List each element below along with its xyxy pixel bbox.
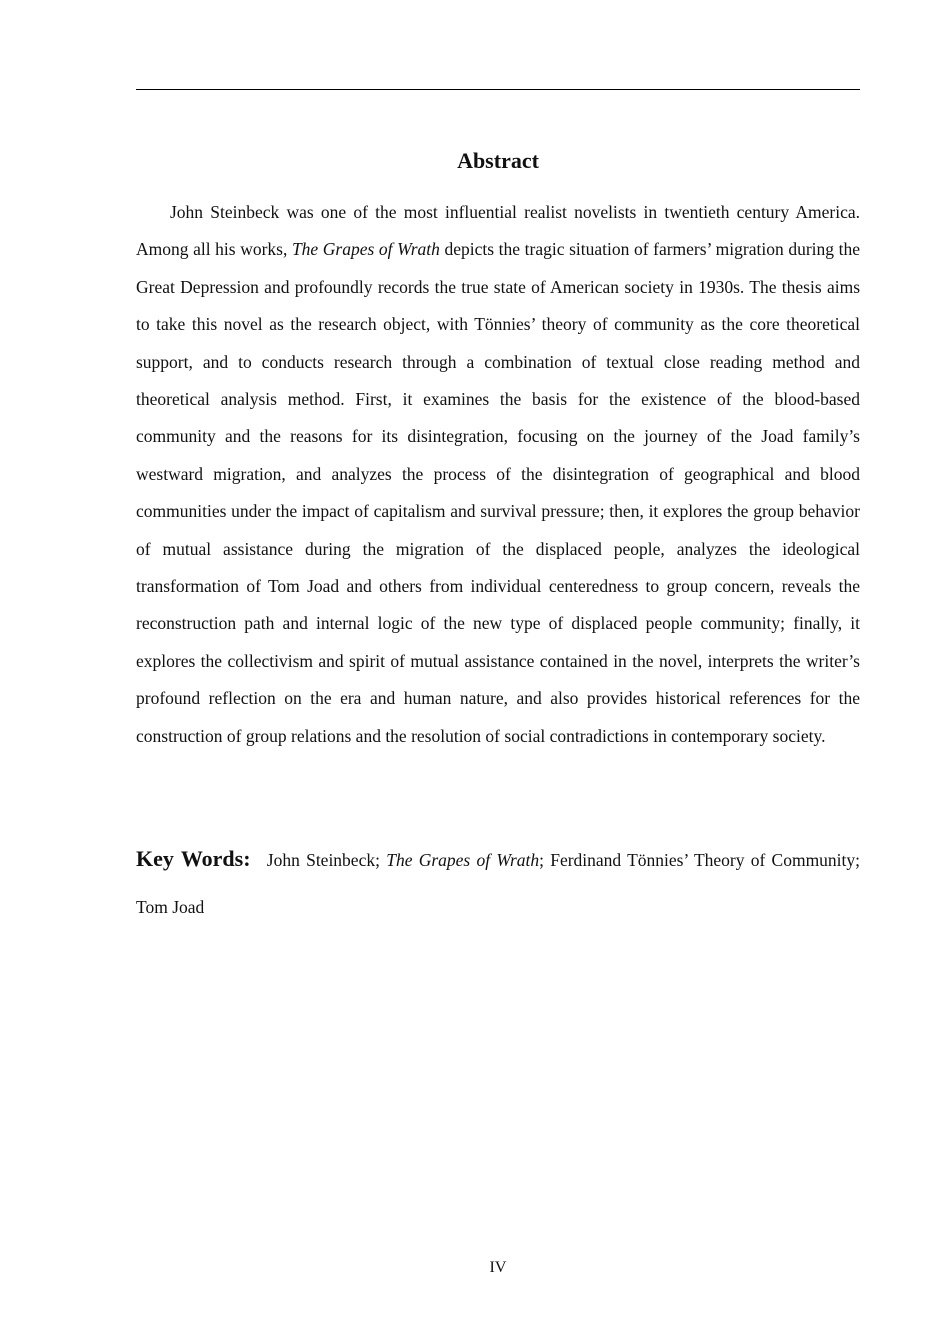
keywords bbox=[136, 835, 860, 931]
novel-title: The Grapes of Wrath bbox=[291, 239, 440, 260]
keywords-label: Key Words: bbox=[136, 846, 251, 871]
abstract-text-part-1: John Steinbeck was one of the most influential realist novelists in twentieth century America. Among all his works, bbox=[136, 202, 860, 260]
keyword-remaining: ; Ferdinand Tönnies’ Theory of Community; Tom Joad bbox=[136, 850, 861, 917]
header-rule bbox=[136, 89, 860, 90]
keyword-steinbeck: John Steinbeck; bbox=[266, 850, 380, 870]
abstract-body bbox=[136, 194, 860, 755]
abstract-text-part-2: depicts the tragic situation of farmers’ migration during the Great Depression and profoundly records the true state of American society in 1930s. The thesis aims to take this novel as the research object, with Tönnies’ theory of community as the core theoretical support, and to conducts research through a combination of textual close reading method and theoretical analysis method. First, it examines the basis for the existence of the blood-based community and the reasons for its disintegration, focusing on the journey of the Joad family’s westward migration, and analyzes the process of the disintegration of geographical and blood communities under the impact of capitalism and survival pressure; then, it explores the group behavior of mutual assistance during the migration of the displaced people, analyzes the ideological transformation of Tom Joad and others from individual centeredness to group concern, reveals the reconstruction path and internal logic of the new type of displaced people community; finally, it explores the collectivism and spirit of mutual assistance contained in the novel, interprets the writer’s profound reflection on the era and human nature, and also provides historical references for the construction of group relations and the resolution of social contradictions in contemporary society. bbox=[136, 239, 860, 746]
page-number: IV bbox=[489, 1259, 507, 1276]
abstract-title: Abstract bbox=[457, 148, 539, 173]
keyword-novel-title: The Grapes of Wrath bbox=[386, 850, 540, 870]
